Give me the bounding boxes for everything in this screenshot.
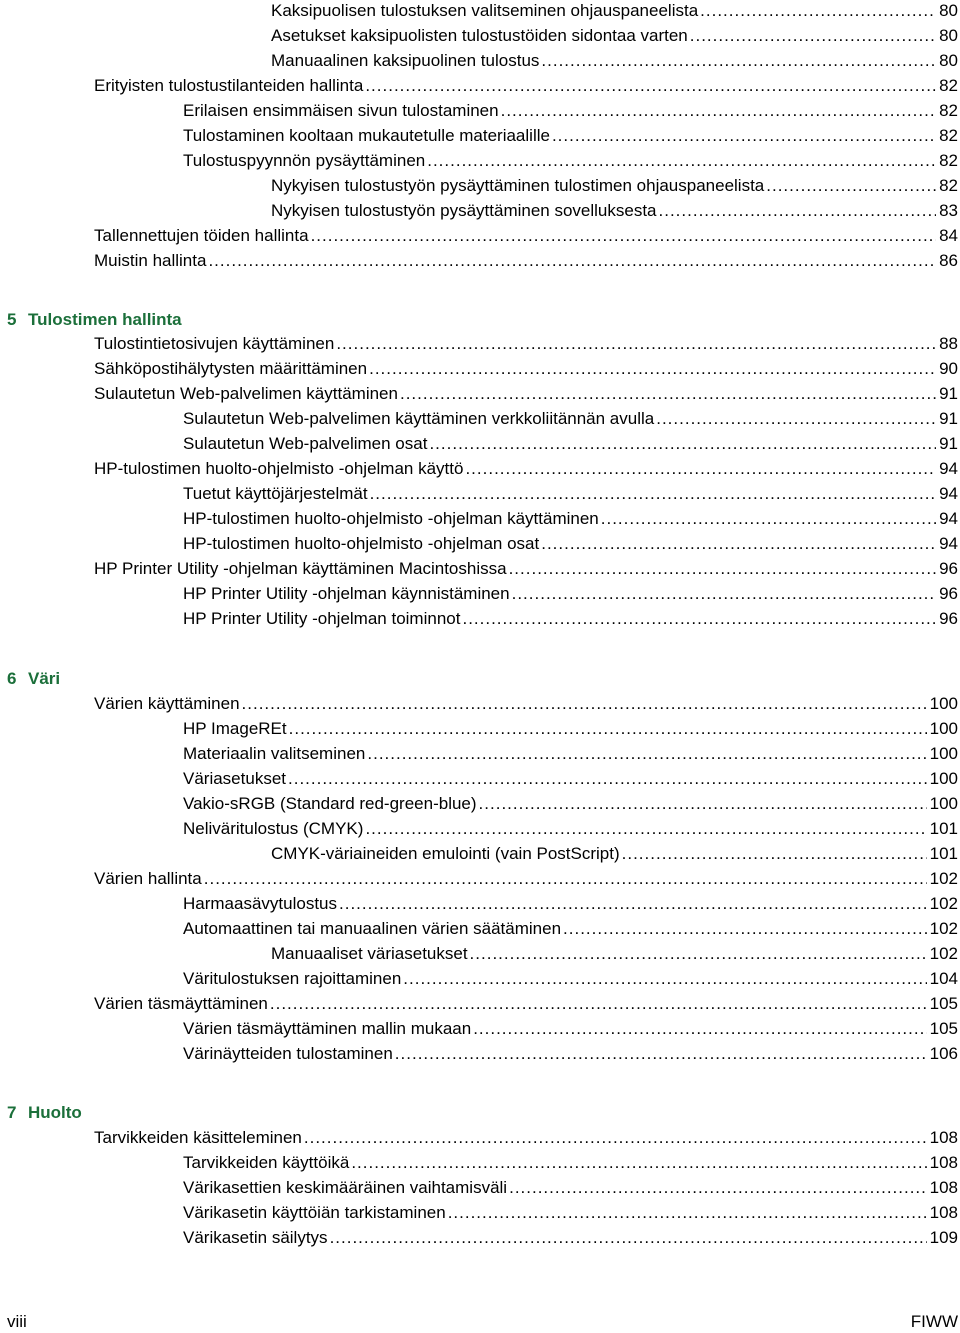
toc-entry-title: Väritulostuksen rajoittaminen — [183, 969, 402, 988]
toc-entry[interactable] — [183, 483, 958, 505]
toc-entry-title: Vakio-sRGB (Standard red-green-blue) — [183, 794, 477, 813]
dot-leader — [700, 0, 936, 22]
toc-entry[interactable] — [183, 968, 958, 990]
toc-entry-page: 108 — [929, 1153, 958, 1172]
dot-leader — [336, 333, 936, 355]
dot-leader — [369, 358, 936, 380]
chapter-heading[interactable] — [7, 667, 60, 691]
toc-entry-page: 102 — [929, 894, 958, 913]
dot-leader — [288, 768, 927, 790]
toc-entry-page: 102 — [929, 919, 958, 938]
toc-entry-title: Sähköpostihälytysten määrittäminen — [94, 359, 368, 378]
toc-entry-title: HP-tulostimen huolto-ohjelmisto -ohjelman käyttö — [94, 459, 464, 478]
toc-entry-title: Värien täsmäyttäminen — [94, 994, 268, 1013]
toc-entry-page: 91 — [939, 409, 958, 428]
toc-entry[interactable] — [183, 1018, 958, 1040]
toc-entry-title: Tarvikkeiden käyttöikä — [183, 1153, 350, 1172]
toc-entry[interactable] — [94, 250, 958, 272]
toc-entry-page: 100 — [929, 794, 958, 813]
toc-entry-page: 100 — [929, 719, 958, 738]
dot-leader — [690, 25, 936, 47]
dot-leader — [465, 458, 936, 480]
dot-leader — [330, 1227, 927, 1249]
dot-leader — [339, 893, 927, 915]
dot-leader — [766, 175, 936, 197]
toc-entry[interactable] — [271, 175, 958, 197]
toc-entry-title: Tarvikkeiden käsitteleminen — [94, 1128, 302, 1147]
toc-entry-page: 82 — [939, 126, 958, 145]
toc-entry-page: 82 — [939, 151, 958, 170]
toc-entry-page: 108 — [929, 1128, 958, 1147]
toc-entry[interactable] — [271, 0, 958, 22]
dot-leader — [462, 608, 936, 630]
toc-entry-title: HP-tulostimen huolto-ohjelmisto -ohjelman osat — [183, 534, 540, 553]
toc-entry-title: Sulautetun Web-palvelimen käyttäminen verkkoliitännän avulla — [183, 409, 655, 428]
dot-leader — [563, 918, 927, 940]
dot-leader — [367, 743, 926, 765]
toc-entry[interactable] — [183, 433, 958, 455]
dot-leader — [509, 1177, 927, 1199]
dot-leader — [400, 383, 936, 405]
toc-entry-title: Värien täsmäyttäminen mallin mukaan — [183, 1019, 472, 1038]
dot-leader — [395, 1043, 927, 1065]
toc-entry[interactable] — [271, 943, 958, 965]
toc-entry-title: Väriasetukset — [183, 769, 286, 788]
dot-leader — [270, 993, 927, 1015]
toc-entry-title: HP Printer Utility -ohjelman toiminnot — [183, 609, 461, 628]
dot-leader — [370, 483, 937, 505]
toc-entry-title: Kaksipuolisen tulostuksen valitseminen ohjauspaneelista — [271, 1, 699, 20]
toc-entry-page: 101 — [929, 819, 958, 838]
toc-entry-page: 82 — [939, 101, 958, 120]
toc-entry[interactable] — [271, 50, 958, 72]
chapter-number: 5 — [7, 310, 17, 329]
dot-leader — [365, 75, 936, 97]
toc-entry[interactable] — [183, 408, 958, 430]
toc-entry[interactable] — [183, 768, 958, 790]
toc-entry-title: Tulostintietosivujen käyttäminen — [94, 334, 335, 353]
toc-entry-page: 94 — [939, 534, 958, 553]
toc-entry[interactable] — [94, 383, 958, 405]
toc-entry[interactable] — [183, 100, 958, 122]
toc-entry[interactable] — [183, 718, 958, 740]
toc-entry-title: Värien käyttäminen — [94, 694, 240, 713]
chapter-heading[interactable] — [7, 1101, 82, 1125]
dot-leader — [304, 1127, 927, 1149]
toc-entry[interactable] — [183, 793, 958, 815]
toc-entry-page: 100 — [929, 694, 958, 713]
dot-leader — [479, 793, 927, 815]
toc-entry-page: 94 — [939, 484, 958, 503]
dot-leader — [311, 225, 937, 247]
toc-entry-title: Automaattinen tai manuaalinen värien säätäminen — [183, 919, 562, 938]
toc-entry-title: CMYK-väriaineiden emulointi (vain PostScript) — [271, 844, 620, 863]
toc-entry[interactable] — [271, 200, 958, 222]
toc-entry-page: 83 — [939, 201, 958, 220]
toc-entry-page: 102 — [929, 869, 958, 888]
toc-entry-title: Sulautetun Web-palvelimen osat — [183, 434, 428, 453]
toc-entry[interactable] — [183, 1043, 958, 1065]
toc-entry-title: HP-tulostimen huolto-ohjelmisto -ohjelman käyttäminen — [183, 509, 599, 528]
chapter-title: Tulostimen hallinta — [28, 310, 182, 329]
toc-entry-title: HP Printer Utility -ohjelman käynnistäminen — [183, 584, 510, 603]
toc-entry-title: HP ImageREt — [183, 719, 287, 738]
toc-entry[interactable] — [183, 1152, 958, 1174]
toc-entry[interactable] — [94, 333, 958, 355]
toc-entry[interactable] — [271, 843, 958, 865]
toc-entry-page: 108 — [929, 1178, 958, 1197]
toc-entry[interactable] — [94, 358, 958, 380]
toc-entry[interactable] — [94, 558, 958, 580]
dot-leader — [427, 150, 936, 172]
toc-entry-page: 84 — [939, 226, 958, 245]
toc-entry[interactable] — [271, 25, 958, 47]
dot-leader — [622, 843, 927, 865]
dot-leader — [351, 1152, 926, 1174]
toc-entry-page: 80 — [939, 1, 958, 20]
toc-entry-title: Nykyisen tulostustyön pysäyttäminen tulostimen ohjauspaneelista — [271, 176, 765, 195]
dot-leader — [541, 50, 936, 72]
dot-leader — [365, 818, 926, 840]
toc-entry-title: Nykyisen tulostustyön pysäyttäminen sovelluksesta — [271, 201, 657, 220]
dot-leader — [656, 408, 936, 430]
toc-entry-title: Värikasetin käyttöiän tarkistaminen — [183, 1203, 446, 1222]
toc-entry-title: Sulautetun Web-palvelimen käyttäminen — [94, 384, 398, 403]
toc-entry[interactable] — [183, 1202, 958, 1224]
dot-leader — [659, 200, 937, 222]
chapter-title: Huolto — [28, 1103, 82, 1122]
toc-entry-title: Manuaaliset väriasetukset — [271, 944, 468, 963]
dot-leader — [429, 433, 936, 455]
toc-entry-page: 96 — [939, 609, 958, 628]
toc-entry[interactable] — [94, 458, 958, 480]
chapter-heading[interactable] — [7, 308, 182, 332]
footer-page-number: viii — [7, 1312, 27, 1331]
footer-edition: FIWW — [910, 1312, 958, 1331]
toc-entry-title: Tulostaminen kooltaan mukautetulle materiaalille — [183, 126, 550, 145]
toc-entry[interactable] — [183, 918, 958, 940]
chapter-number: 7 — [7, 1103, 17, 1122]
dot-leader — [242, 693, 927, 715]
toc-entry-page: 105 — [929, 994, 958, 1013]
toc-entry[interactable] — [183, 533, 958, 555]
toc-entry-page: 94 — [939, 459, 958, 478]
toc-entry[interactable] — [183, 608, 958, 630]
toc-entry-page: 88 — [939, 334, 958, 353]
toc-entry-title: Asetukset kaksipuolisten tulostustöiden sidontaa varten — [271, 26, 688, 45]
toc-entry-page: 96 — [939, 584, 958, 603]
toc-entry-page: 82 — [939, 176, 958, 195]
toc-entry-title: Tuetut käyttöjärjestelmät — [183, 484, 368, 503]
toc-entry-page: 80 — [939, 26, 958, 45]
toc-entry-page: 100 — [929, 744, 958, 763]
toc-entry[interactable] — [94, 225, 958, 247]
toc-entry-page: 94 — [939, 509, 958, 528]
dot-leader — [541, 533, 936, 555]
dot-leader — [204, 868, 927, 890]
toc-entry-page: 108 — [929, 1203, 958, 1222]
dot-leader — [470, 943, 927, 965]
dot-leader — [208, 250, 936, 272]
toc-entry[interactable] — [183, 125, 958, 147]
toc-entry-title: Tulostuspyynnön pysäyttäminen — [183, 151, 426, 170]
chapter-title: Väri — [28, 669, 61, 688]
toc-entry-page: 90 — [939, 359, 958, 378]
dot-leader — [512, 583, 936, 605]
chapter-number: 6 — [7, 669, 17, 688]
toc-entry-page: 101 — [929, 844, 958, 863]
toc-entry-title: Materiaalin valitseminen — [183, 744, 366, 763]
toc-entry-page: 82 — [939, 76, 958, 95]
dot-leader — [601, 508, 936, 530]
toc-entry[interactable] — [183, 583, 958, 605]
toc-entry[interactable] — [94, 693, 958, 715]
toc-entry-title: Värikasetin säilytys — [183, 1228, 328, 1247]
toc-entry-title: Erilaisen ensimmäisen sivun tulostaminen — [183, 101, 499, 120]
toc-entry-title: Värinäytteiden tulostaminen — [183, 1044, 393, 1063]
toc-entry-page: 105 — [929, 1019, 958, 1038]
toc-entry[interactable] — [94, 868, 958, 890]
toc-entry[interactable] — [183, 1177, 958, 1199]
toc-entry-title: HP Printer Utility -ohjelman käyttäminen Macintoshissa — [94, 559, 507, 578]
toc-entry[interactable] — [183, 150, 958, 172]
toc-entry-page: 100 — [929, 769, 958, 788]
toc-entry[interactable] — [94, 993, 958, 1015]
toc-entry[interactable] — [94, 75, 958, 97]
dot-leader — [448, 1202, 927, 1224]
toc-entry-title: Tallennettujen töiden hallinta — [94, 226, 309, 245]
toc-entry-title: Neliväritulostus (CMYK) — [183, 819, 364, 838]
toc-entry-title: Manuaalinen kaksipuolinen tulostus — [271, 51, 540, 70]
toc-entry-page: 80 — [939, 51, 958, 70]
toc-entry[interactable] — [183, 743, 958, 765]
toc-entry[interactable] — [94, 1127, 958, 1149]
toc-entry[interactable] — [183, 508, 958, 530]
toc-entry-page: 91 — [939, 434, 958, 453]
toc-entry-page: 91 — [939, 384, 958, 403]
dot-leader — [289, 718, 927, 740]
toc-entry-title: Erityisten tulostustilanteiden hallinta — [94, 76, 364, 95]
toc-entry[interactable] — [183, 893, 958, 915]
dot-leader — [509, 558, 937, 580]
dot-leader — [552, 125, 936, 147]
toc-entry-title: Muistin hallinta — [94, 251, 207, 270]
dot-leader — [501, 100, 936, 122]
toc-entry[interactable] — [183, 818, 958, 840]
toc-entry-page: 102 — [929, 944, 958, 963]
toc-entry-page: 104 — [929, 969, 958, 988]
toc-entry-title: Värien hallinta — [94, 869, 202, 888]
toc-entry-page: 106 — [929, 1044, 958, 1063]
dot-leader — [473, 1018, 926, 1040]
dot-leader — [403, 968, 926, 990]
toc-entry-page: 86 — [939, 251, 958, 270]
toc-entry-page: 109 — [929, 1228, 958, 1247]
toc-entry[interactable] — [183, 1227, 958, 1249]
toc-entry-title: Värikasettien keskimääräinen vaihtamisväli — [183, 1178, 508, 1197]
toc-entry-page: 96 — [939, 559, 958, 578]
toc-entry-title: Harmaasävytulostus — [183, 894, 338, 913]
